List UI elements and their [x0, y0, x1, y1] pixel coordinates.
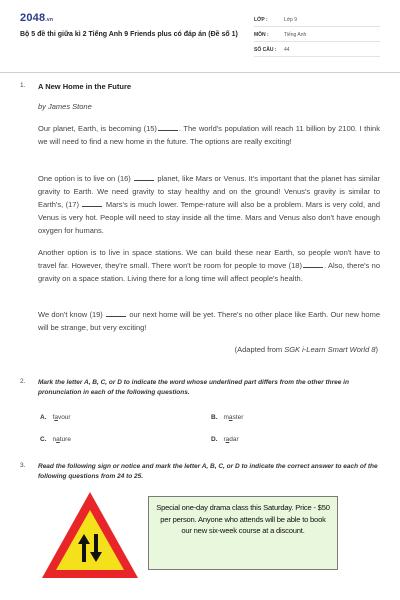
underlined-part: a	[225, 436, 230, 443]
option-letter: C.	[40, 436, 47, 443]
notice-box	[148, 496, 338, 570]
passage-paragraph-2	[38, 172, 380, 237]
underlined-part: a	[56, 436, 60, 443]
option-letter: A.	[40, 414, 47, 421]
option-word: radar	[223, 436, 239, 443]
question-number: 1.	[20, 82, 26, 89]
meta-value: Tiếng Anh	[284, 32, 307, 38]
option-word: nature	[52, 436, 71, 443]
text-segment: our next home will be yet. There's no other place like Earth. Our new home will be strange, but very exciting!	[38, 310, 381, 332]
source-prefix: (Adapted from	[234, 345, 285, 354]
page-header	[0, 0, 400, 72]
passage-source	[235, 345, 378, 354]
meta-row-grade	[254, 14, 380, 27]
meta-value: Lớp 9	[284, 17, 298, 23]
source-title: SGK i-Learn Smart World 8	[284, 345, 376, 354]
underlined-part: a	[228, 414, 233, 421]
passage-paragraph-4	[38, 308, 380, 334]
meta-key: MÔN :	[254, 32, 269, 38]
option-c[interactable]	[40, 436, 71, 443]
passage-paragraph-3	[38, 246, 380, 285]
option-word: master	[223, 414, 244, 421]
notice-text: Special one-day drama class this Saturday. Price - $50 per person. Anyone who attends will be able to book our new six-week course at a discount.	[156, 503, 330, 535]
option-letter: D.	[211, 436, 218, 443]
text-segment: Our planet, Earth, is becoming (15)	[38, 124, 157, 133]
document-title: Bộ 5 đề thi giữa kì 2 Tiếng Anh 9 Friends plus có đáp án (Đề số 1)	[20, 31, 238, 38]
passage-title: A New Home in the Future	[38, 82, 132, 91]
text-segment: One option is to live on (16)	[38, 174, 131, 183]
meta-key: SỐ CÂU :	[254, 47, 277, 53]
passage-byline: by James Stone	[38, 102, 92, 111]
blank-16	[134, 173, 154, 181]
passage-paragraph-1	[38, 122, 380, 148]
meta-row-subject	[254, 29, 380, 42]
question-number: 2.	[20, 378, 26, 385]
blank-18	[303, 260, 323, 268]
option-letter: B.	[211, 414, 218, 421]
text-segment: We don't know (19)	[38, 310, 103, 319]
text-segment: . The world's population will reach 11 billion by 2100. I think we will need to find a new home in the future. The options are really exciting!	[38, 124, 380, 146]
question-instruction: Read the following sign or notice and mark the letter A, B, C, or D to indicate the correct answer to each of the following questions from 24 to 25.	[38, 463, 378, 480]
question-instruction: Mark the letter A, B, C, or D to indicate the word whose underlined part differs from the other three in pronunciation in each of the following questions.	[38, 379, 349, 396]
site-logo[interactable]	[20, 12, 53, 24]
text-segment: Another option is to live in space stations. We can build these near Earth, so people won't have to travel far. However, they're small. There won't be room for people to move (18)	[38, 248, 380, 270]
option-d[interactable]	[211, 436, 239, 443]
text-segment: Mars's is much lower. Tempe-rature will also be a problem. Mars is very cold, and Venus is very hot. People will need to stay inside all the time. Mars and Venus also don't have enough oxygen for humans.	[38, 200, 380, 235]
meta-row-count	[254, 44, 380, 57]
meta-value: 44	[284, 47, 290, 53]
logo-text: 2048	[20, 12, 46, 24]
two-way-traffic-sign-icon	[40, 490, 140, 582]
text-segment: . Also, there's no gravity on a space station. Living there for a long time will affect people's health.	[38, 261, 380, 283]
underlined-part: a	[54, 414, 58, 421]
option-a[interactable]	[40, 414, 71, 421]
blank-15	[158, 123, 178, 131]
header-divider	[0, 72, 400, 73]
source-suffix: )	[375, 345, 378, 354]
logo-tld: .vn	[45, 17, 54, 23]
question-number: 3.	[20, 462, 26, 469]
text-segment: planet, like Mars or Venus. It's important that the planet has similar gravity to Earth. We need gravity to stay healthy and on the ground! Venus's gravity is similar to Earth's, (17)	[38, 174, 380, 209]
blank-17	[82, 199, 102, 207]
meta-key: LỚP :	[254, 17, 268, 23]
blank-19	[106, 309, 126, 317]
option-b[interactable]	[211, 414, 243, 421]
option-word: favour	[52, 414, 71, 421]
